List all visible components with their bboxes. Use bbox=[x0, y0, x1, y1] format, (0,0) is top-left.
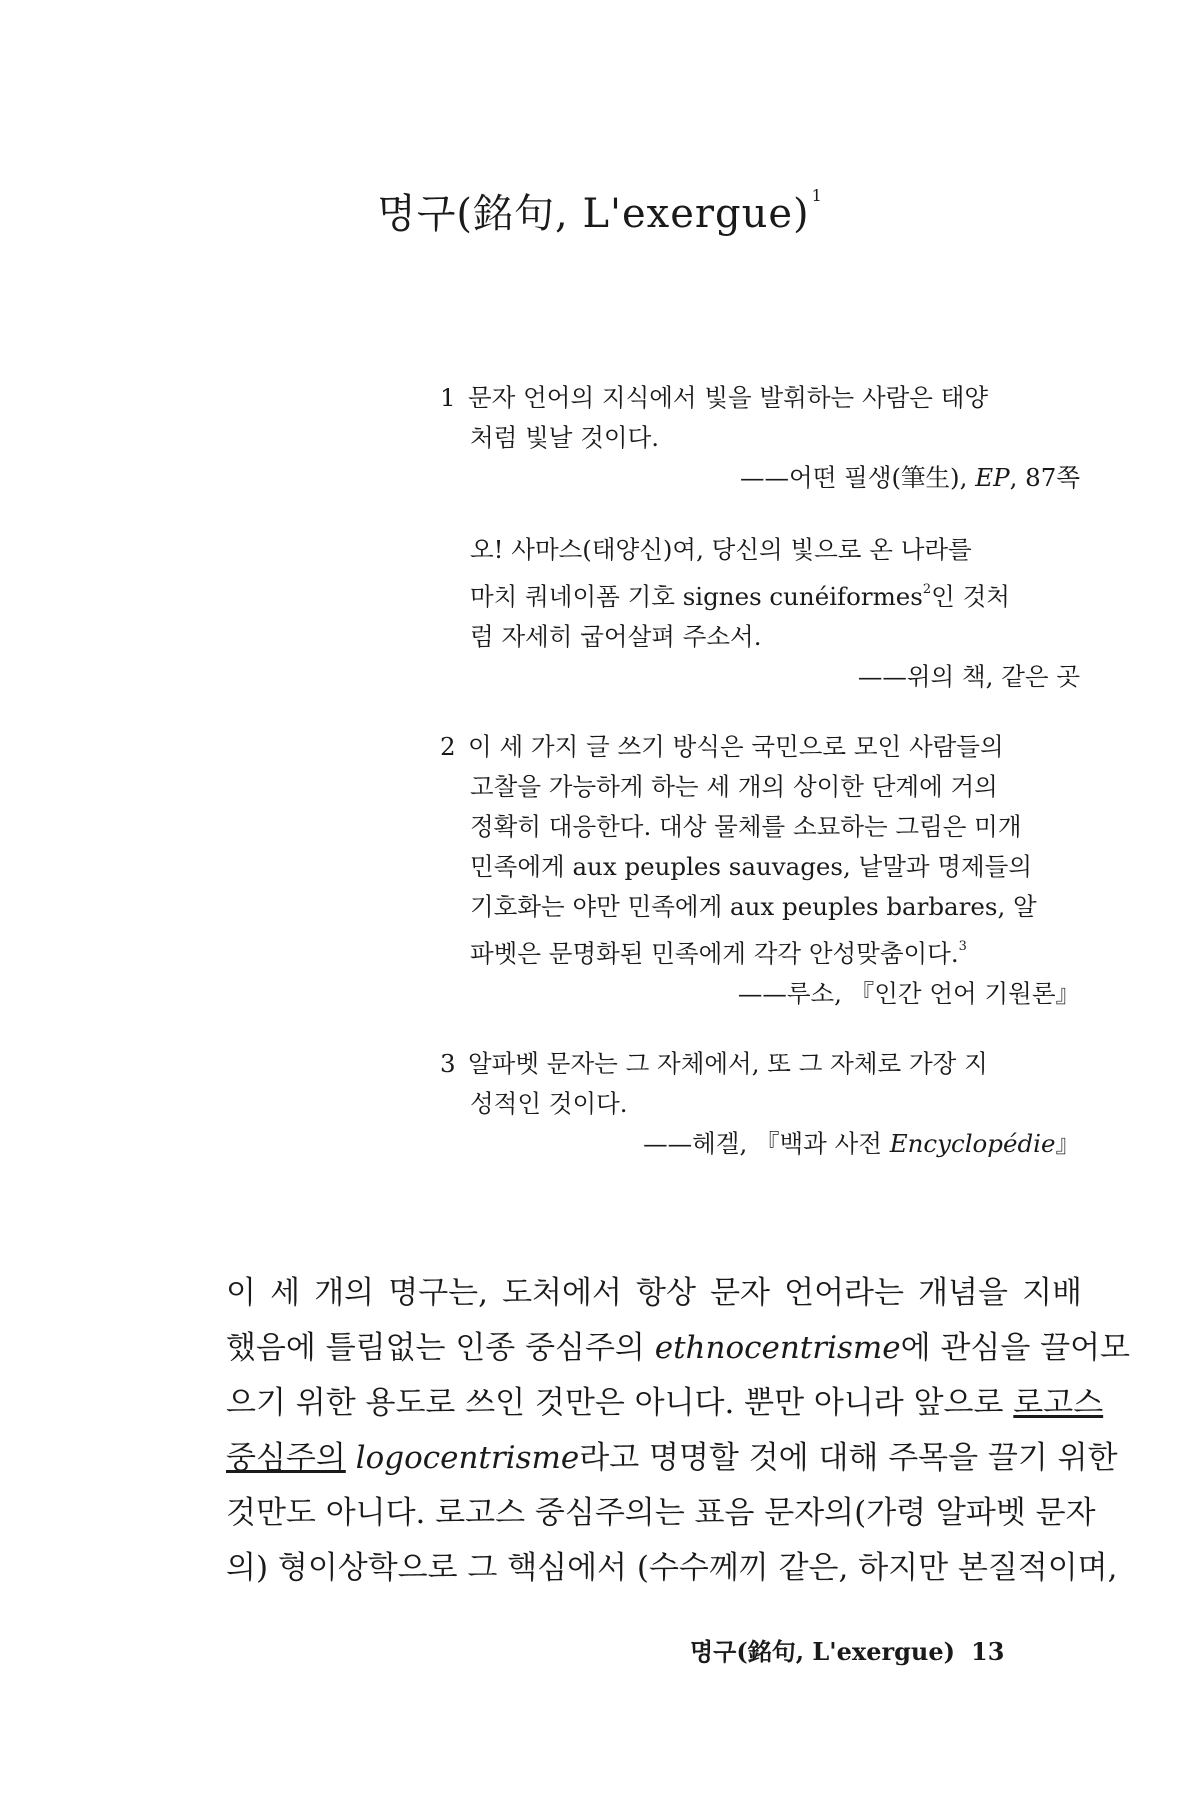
epigraph-number: 3 bbox=[440, 1049, 456, 1078]
chapter-title bbox=[0, 182, 1200, 239]
running-head: 명구(銘句, L'exergue) bbox=[690, 1637, 956, 1666]
epigraph-attribution: ——어떤 필생(筆生), EP, 87쪽 bbox=[740, 463, 1080, 492]
epigraph-line: 알파벳 문자는 그 자체에서, 또 그 자체로 가장 지 bbox=[468, 1049, 988, 1078]
epigraph-2 bbox=[440, 727, 1080, 1014]
body-line: 중심주의 logocentrisme라고 명명할 것에 대해 주목을 끌기 위한 bbox=[226, 1440, 1118, 1476]
epigraph-line: 문자 언어의 지식에서 빛을 발휘하는 사람은 태양 bbox=[468, 383, 989, 412]
epigraph-line: 정확히 대응한다. 대상 물체를 소묘하는 그림은 미개 bbox=[470, 812, 1022, 841]
body-line: 이 세 개의 명구는, 도처에서 항상 문자 언어라는 개념을 지배 bbox=[226, 1275, 1082, 1311]
epigraph-line: 오! 사마스(태양신)여, 당신의 빛으로 온 나라를 bbox=[470, 535, 972, 564]
epigraph-line: 처럼 빛날 것이다. bbox=[470, 423, 660, 452]
epigraph-number: 2 bbox=[440, 732, 456, 761]
epigraph-line: 기호화는 야만 민족에게 aux peuples barbares, 알 bbox=[470, 892, 1037, 921]
page-footer bbox=[690, 1632, 1004, 1667]
footnote-ref: 3 bbox=[958, 939, 967, 954]
epigraph-line: 성적인 것이다. bbox=[470, 1089, 628, 1118]
epigraph-1: 1 문자 언어의 지식에서 빛을 발휘하는 사람은 태양 처럼 빛날 것이다. ——어떤 필생(筆生), EP, 87쪽 오! 사마스(태양신)여, 당신의 빛으로 온 나라를 마치 쿼네이폼 기호 signes cunéiformes$^2$인 것처 럼 자세히 굽어살펴 주소서. ——위의 책, 같은 곳 bbox=[470, 378, 1080, 697]
epigraph-line: 민족에게 aux peuples sauvages, 낱말과 명제들의 bbox=[470, 852, 1032, 881]
chapter-title-text: 명구(銘句, L'exergue) bbox=[377, 191, 810, 237]
epigraph-line: 파벳은 문명화된 민족에게 각각 안성맞춤이다. bbox=[470, 939, 959, 968]
epigraph-line: 이 세 가지 글 쓰기 방식은 국민으로 모인 사람들의 bbox=[468, 732, 1004, 761]
page-number: 13 bbox=[971, 1637, 1005, 1666]
epigraph-3 bbox=[440, 1044, 1080, 1164]
epigraph-line: 고찰을 가능하게 하는 세 개의 상이한 단계에 거의 bbox=[470, 772, 998, 801]
epigraph-attribution: ——위의 책, 같은 곳 bbox=[857, 662, 1080, 691]
body-line: 것만도 아니다. 로고스 중심주의는 표음 문자의(가령 알파벳 문자 bbox=[226, 1495, 1096, 1531]
body-line: 으기 위한 용도로 쓰인 것만은 아니다. 뿐만 아니라 앞으로 로고스 bbox=[226, 1385, 1104, 1421]
epigraphs bbox=[440, 378, 1080, 1164]
body-paragraph bbox=[226, 1266, 1130, 1596]
epigraph-attribution: ——루소, 『인간 언어 기원론』 bbox=[737, 979, 1080, 1008]
body-line: 의) 형이상학으로 그 핵심에서 (수수께끼 같은, 하지만 본질적이며, bbox=[226, 1550, 1118, 1586]
footnote-ref: 2 bbox=[922, 582, 932, 597]
body-line: 했음에 틀림없는 인종 중심주의 ethnocentrisme에 관심을 끌어모 bbox=[226, 1330, 1130, 1366]
epigraph-attribution: ——헤겔, 『백과 사전 Encyclopédie』 bbox=[643, 1129, 1080, 1158]
epigraph-line: 럼 자세히 굽어살펴 주소서. bbox=[470, 622, 762, 651]
epigraph-number: 1 bbox=[440, 383, 456, 412]
epigraph-line: 마치 쿼네이폼 기호 signes cunéiformes bbox=[470, 582, 923, 611]
footnote-mark: 1 bbox=[811, 186, 823, 205]
